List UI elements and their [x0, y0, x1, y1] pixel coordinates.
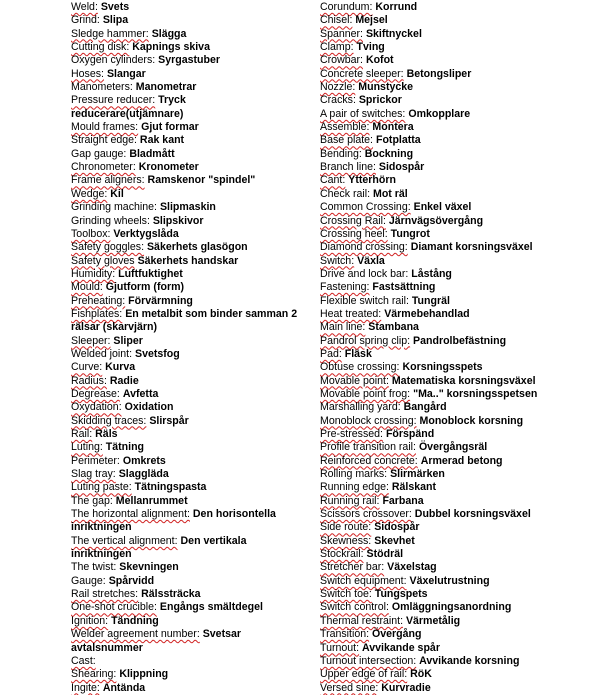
glossary-entry: [320, 415, 598, 428]
swedish-translation: Rälssträcka: [141, 588, 201, 601]
swedish-translation: RöK: [410, 668, 432, 681]
swedish-translation: Engångs smältdegel: [159, 601, 263, 614]
glossary-entry: [71, 628, 301, 655]
glossary-entry: [71, 268, 301, 281]
glossary-entry: [71, 228, 301, 241]
english-term: Manometers:: [71, 81, 133, 94]
swedish-translation: Slipskivor: [152, 214, 204, 227]
english-term: Switch:: [320, 254, 355, 267]
swedish-translation: Kurvradie: [381, 681, 431, 694]
glossary-entry: [320, 601, 598, 614]
english-term: Cast:: [71, 654, 96, 667]
swedish-translation: Den horisontella inriktningen: [71, 508, 276, 534]
english-term: The vertical alignment:: [71, 534, 178, 547]
swedish-translation: Bangård: [403, 401, 447, 414]
english-term: Drive and lock bar:: [320, 267, 409, 280]
swedish-translation: Sidospår: [378, 161, 425, 174]
glossary-entry: [320, 428, 598, 441]
glossary-entry: [71, 495, 301, 508]
glossary-entry: [320, 455, 598, 468]
glossary-entry: [320, 201, 598, 214]
english-term: Safety goggles:: [71, 241, 145, 254]
english-term: Profile transition rail:: [320, 441, 416, 454]
english-term: Gap gauge:: [71, 147, 127, 160]
english-term: A pair of switches:: [320, 107, 406, 120]
glossary-entry: [71, 161, 301, 174]
english-term: Versed sine:: [320, 681, 379, 694]
swedish-translation: Värmebehandlad: [384, 307, 470, 320]
english-term: Slag tray:: [71, 468, 116, 481]
glossary-entry: [71, 455, 301, 468]
english-term: Skidding traces:: [71, 414, 147, 427]
swedish-translation: Skevhet: [374, 534, 415, 547]
swedish-translation: Bockning: [364, 147, 414, 160]
english-term: Mould frames:: [71, 121, 139, 134]
swedish-translation: Den vertikala inriktningen: [71, 534, 247, 561]
english-term: Diamond crossing:: [320, 241, 408, 254]
swedish-translation: Avvikande spår: [362, 641, 440, 654]
glossary-entry: [320, 54, 598, 67]
english-term: Welded joint:: [71, 347, 133, 360]
english-term: Luting paste:: [71, 481, 132, 494]
swedish-translation: Omläggningsanordning: [391, 601, 512, 614]
swedish-translation: Svetsfog: [135, 347, 180, 360]
swedish-translation: Gjut formar: [141, 121, 199, 134]
glossary-entry: [71, 81, 301, 94]
glossary-entry: [71, 601, 301, 614]
glossary-entry: [71, 241, 301, 254]
english-term: Radius:: [71, 374, 107, 387]
glossary-entry: [320, 361, 598, 374]
glossary-entry: [320, 68, 598, 81]
swedish-translation: Omkrets: [122, 454, 166, 467]
swedish-translation: Svets: [100, 1, 130, 13]
english-term: Grinding wheels:: [71, 214, 150, 227]
english-term: Movable point frog:: [320, 387, 411, 400]
glossary-entry: [320, 241, 598, 254]
swedish-translation: Avvikande korsning: [419, 654, 520, 667]
swedish-translation: Verktygslåda: [113, 227, 179, 240]
glossary-entry: [320, 321, 598, 334]
english-term: Common Crossing:: [320, 201, 411, 214]
english-term: Switch toe:: [320, 588, 372, 601]
swedish-translation: Ramskenor "spindel": [147, 174, 256, 187]
glossary-entry: [71, 148, 301, 161]
english-term: Fishplates:: [71, 307, 123, 320]
english-term: Humidity:: [71, 267, 116, 280]
swedish-translation: Stödräl: [366, 548, 404, 561]
swedish-translation: Övergång: [372, 628, 422, 641]
english-term: Ignition:: [71, 614, 109, 627]
english-term: One-shot crucible:: [71, 601, 157, 614]
glossary-entry: [320, 588, 598, 601]
english-term: Movable point:: [320, 374, 389, 387]
glossary-entry: [71, 535, 301, 562]
swedish-translation: Korsningsspets: [402, 361, 483, 374]
glossary-entry: [71, 655, 301, 668]
swedish-translation: Tving: [356, 41, 385, 54]
swedish-translation: Luftfuktighet: [118, 267, 183, 280]
english-term: Stretcher bar:: [320, 561, 385, 574]
english-term: The gap:: [71, 494, 113, 507]
english-term: Pre-stressed:: [320, 428, 383, 440]
swedish-translation: Slipa: [102, 14, 129, 27]
english-term: Assemble:: [320, 121, 370, 134]
swedish-translation: Kapnings skiva: [132, 41, 210, 54]
swedish-translation: Tätningspasta: [134, 481, 207, 494]
swedish-translation: Svetsar avtalsnummer: [71, 628, 242, 654]
swedish-translation: Mot räl: [373, 187, 408, 200]
english-term: Pressure reducer:: [71, 94, 156, 107]
glossary-entry: [320, 548, 598, 561]
swedish-translation: Sprickor: [358, 94, 402, 107]
english-term: Luting:: [71, 441, 103, 454]
glossary-entry: [71, 375, 301, 388]
english-term: Cutting disk:: [71, 41, 130, 54]
english-term: Flexible switch rail:: [320, 294, 409, 307]
english-term: Monoblock crossing:: [320, 414, 417, 427]
glossary-entry: [71, 281, 301, 294]
swedish-translation: En metalbit som binder samman 2 rälsar (skarvjärn): [71, 307, 298, 334]
english-term: Concrete sleeper:: [320, 67, 404, 80]
swedish-translation: Tungspets: [374, 588, 428, 601]
glossary-entry: [71, 575, 301, 588]
glossary-entry: [320, 41, 598, 54]
glossary-entry: [71, 54, 301, 67]
swedish-translation: Fläsk: [344, 347, 372, 360]
glossary-entry: [320, 228, 598, 241]
swedish-translation: Korrund: [375, 1, 418, 13]
swedish-translation: Tungräl: [411, 294, 450, 307]
swedish-translation: Slirmärken: [390, 468, 445, 481]
english-term: Mould:: [71, 281, 103, 294]
english-term: Ingite:: [71, 681, 100, 694]
english-term: Oxygen cylinders:: [71, 54, 156, 67]
glossary-entry: [71, 215, 301, 228]
english-term: Sleeper:: [71, 334, 111, 347]
glossary-entry: [71, 121, 301, 134]
swedish-translation: Förspänd: [385, 428, 435, 440]
english-term: Pad:: [320, 347, 342, 360]
glossary-entry: [71, 68, 301, 81]
glossary-entry: [320, 535, 598, 548]
glossary-entry: [71, 441, 301, 454]
swedish-translation: Ytterhörn: [348, 174, 396, 187]
glossary-entry: [320, 655, 598, 668]
swedish-translation: Skiftnyckel: [365, 27, 422, 40]
glossary-left-column: [71, 1, 301, 695]
english-term: Oxydation:: [71, 401, 122, 414]
swedish-translation: Låstång: [411, 267, 452, 280]
glossary-entry: [320, 28, 598, 41]
glossary-entry: [71, 201, 301, 214]
swedish-translation: Oxidation: [124, 401, 174, 414]
swedish-translation: Radie: [109, 374, 139, 387]
english-term: Upper edge of rail:: [320, 668, 408, 681]
english-term: Weld:: [71, 1, 98, 13]
glossary-entry: [320, 81, 598, 94]
swedish-translation: Tryck reducerare(utjämnare): [71, 94, 186, 120]
swedish-translation: Växelstag: [387, 561, 437, 574]
english-term: Gauge:: [71, 574, 106, 587]
english-term: Straight edge:: [71, 134, 137, 147]
glossary-entry: [320, 481, 598, 494]
glossary-right-column: [320, 1, 598, 695]
glossary-entry: [71, 615, 301, 628]
glossary-entry: [71, 361, 301, 374]
glossary-entry: [320, 134, 598, 147]
english-term: Turnout intersection:: [320, 654, 417, 667]
english-term: Degrease:: [71, 387, 120, 400]
swedish-translation: Spårvidd: [108, 574, 155, 587]
swedish-translation: Kofot: [365, 54, 394, 67]
glossary-entry: [320, 375, 598, 388]
swedish-translation: Förvärmning: [128, 294, 193, 307]
swedish-translation: Kil: [110, 187, 124, 200]
glossary-entry: [320, 561, 598, 574]
glossary-entry: [320, 388, 598, 401]
english-term: Sledge hammer:: [71, 27, 149, 40]
english-term: Toolbox:: [71, 227, 111, 240]
glossary-entry: [71, 468, 301, 481]
glossary-entry: [320, 1, 598, 14]
swedish-translation: Sidospår: [374, 521, 420, 534]
swedish-translation: Stambana: [368, 321, 419, 334]
english-term: Switch equipment:: [320, 574, 407, 587]
swedish-translation: Kronometer: [138, 161, 199, 174]
swedish-translation: Säkerhets glasögon: [146, 241, 248, 254]
glossary-entry: [71, 188, 301, 201]
english-term: Crossing heel:: [320, 227, 388, 240]
english-term: Stockrail:: [320, 548, 364, 561]
swedish-translation: Rälskant: [391, 481, 437, 494]
english-term: Crossing Rail:: [320, 214, 386, 227]
glossary-entry: [71, 348, 301, 361]
english-term: Rail stretches:: [71, 588, 139, 601]
swedish-translation: Dubbel korsningsväxel: [414, 508, 531, 521]
swedish-translation: Enkel växel: [413, 201, 472, 214]
swedish-translation: Armerad betong: [420, 454, 503, 467]
glossary-entry: [320, 308, 598, 321]
english-term: Cant:: [320, 174, 346, 187]
swedish-translation: Mellanrummet: [115, 494, 188, 507]
glossary-entry: [320, 121, 598, 134]
swedish-translation: Antända: [102, 681, 146, 694]
english-term: Running rail:: [320, 494, 380, 507]
english-term: Crowbar:: [320, 54, 363, 67]
english-term: Side route:: [320, 521, 372, 534]
glossary-entry: [320, 642, 598, 655]
english-term: Frame aligners:: [71, 174, 145, 187]
glossary-entry: [320, 615, 598, 628]
english-term: Chisel:: [320, 14, 353, 27]
swedish-translation: Fastsättning: [372, 281, 436, 294]
english-term: Heat treated:: [320, 307, 382, 320]
english-term: Chronometer:: [71, 161, 136, 174]
glossary-entry: [71, 401, 301, 414]
swedish-translation: Tungrot: [390, 227, 430, 240]
english-term: Hoses:: [71, 67, 104, 80]
glossary-entry: [320, 441, 598, 454]
english-term: Curve:: [71, 361, 103, 374]
glossary-entry: [320, 335, 598, 348]
glossary-entry: [71, 308, 301, 335]
swedish-translation: Farbana: [382, 494, 424, 507]
glossary-entry: [320, 161, 598, 174]
english-term: Grind:: [71, 14, 100, 27]
glossary-entry: [71, 668, 301, 681]
swedish-translation: Växelutrustning: [409, 574, 490, 587]
english-term: Marshalling yard:: [320, 401, 401, 414]
swedish-translation: Avfetta: [122, 387, 159, 400]
swedish-translation: Sliper: [113, 334, 143, 347]
swedish-translation: Fotplatta: [375, 134, 421, 147]
glossary-entry: [71, 428, 301, 441]
swedish-translation: Kurva: [105, 361, 136, 374]
english-term: Skewness:: [320, 534, 372, 547]
glossary-entry: [71, 295, 301, 308]
glossary-entry: [320, 521, 598, 534]
glossary-entry: [71, 388, 301, 401]
swedish-translation: Värmetålig: [405, 614, 461, 627]
english-term: Branch line:: [320, 161, 376, 174]
english-term: Cracks:: [320, 94, 356, 107]
glossary-entry: [320, 295, 598, 308]
english-term: Check rail:: [320, 187, 371, 200]
glossary-entry: [71, 561, 301, 574]
glossary-entry: [320, 575, 598, 588]
swedish-translation: Munstycke: [358, 81, 414, 94]
english-term: Shearing:: [71, 668, 117, 681]
english-term: Main line:: [320, 321, 366, 334]
glossary-entry: [71, 255, 301, 268]
english-term: Scissors crossover:: [320, 508, 412, 521]
swedish-translation: Bladmått: [129, 147, 175, 160]
swedish-translation: Pandrolbefästning: [413, 334, 507, 347]
english-term: Spanner:: [320, 27, 363, 40]
english-term: The twist:: [71, 561, 117, 574]
english-term: Safety gloves: [71, 254, 135, 267]
swedish-translation: Manometrar: [135, 81, 197, 94]
english-term: The horizontal alignment:: [71, 508, 190, 521]
english-term: Reinforced concrete:: [320, 454, 418, 467]
english-term: Transition:: [320, 628, 370, 641]
english-term: Grinding machine:: [71, 201, 157, 214]
swedish-translation: Mejsel: [355, 14, 388, 27]
swedish-translation: Tätning: [105, 441, 145, 454]
glossary-entry: [71, 14, 301, 27]
swedish-translation: Slaggläda: [118, 468, 169, 481]
swedish-translation: Räls: [95, 428, 118, 440]
glossary-entry: [71, 588, 301, 601]
glossary-entry: [71, 28, 301, 41]
english-term: Base plate:: [320, 134, 374, 147]
english-term: Fastening:: [320, 281, 370, 294]
swedish-translation: Övergångsräl: [418, 441, 488, 454]
english-term: Obtuse crossing:: [320, 361, 400, 374]
english-term: Running edge:: [320, 481, 389, 494]
english-term: Switch control:: [320, 601, 389, 614]
glossary-entry: [320, 94, 598, 107]
swedish-translation: Syrgastuber: [158, 54, 220, 67]
glossary-entry: [320, 495, 598, 508]
swedish-translation: Monoblock korsning: [419, 414, 524, 427]
glossary-entry: [320, 255, 598, 268]
english-term: Wedge:: [71, 187, 108, 200]
swedish-translation: Diamant korsningsväxel: [410, 241, 533, 254]
glossary-entry: [71, 41, 301, 54]
glossary-entry: [320, 401, 598, 414]
swedish-translation: Betongsliper: [406, 67, 472, 80]
glossary-entry: [320, 508, 598, 521]
glossary-entry: [320, 268, 598, 281]
english-term: Perimeter:: [71, 454, 120, 467]
swedish-translation: Växla: [357, 254, 385, 267]
glossary-entry: [71, 174, 301, 187]
english-term: Corundum:: [320, 1, 373, 13]
glossary-entry: [71, 94, 301, 121]
english-term: Preheating:: [71, 294, 126, 307]
glossary-entry: [320, 215, 598, 228]
glossary-entry: [71, 134, 301, 147]
english-term: Clamp:: [320, 41, 354, 54]
english-term: Nozzle:: [320, 81, 356, 94]
swedish-translation: Slägga: [151, 27, 187, 40]
glossary-entry: [71, 1, 301, 14]
english-term: Rolling marks:: [320, 468, 388, 481]
english-term: Bending:: [320, 147, 362, 160]
swedish-translation: Slirspår: [149, 414, 189, 427]
swedish-translation: Skevningen: [119, 561, 179, 574]
swedish-translation: Järnvägsövergång: [388, 214, 484, 227]
swedish-translation: Montera: [372, 121, 414, 134]
swedish-translation: Slangar: [106, 67, 146, 80]
glossary-entry: [320, 148, 598, 161]
swedish-translation: Omkopplare: [408, 107, 471, 120]
glossary-entry: [320, 188, 598, 201]
english-term: Welder agreement number:: [71, 628, 200, 641]
swedish-translation: Tändning: [111, 614, 159, 627]
swedish-translation: "Ma.." korsningsspetsen: [413, 387, 538, 400]
glossary-entry: [320, 14, 598, 27]
swedish-translation: Rak kant: [139, 134, 185, 147]
glossary-entry: [71, 335, 301, 348]
glossary-entry: [320, 628, 598, 641]
swedish-translation: Slipmaskin: [159, 201, 216, 214]
swedish-translation: Klippning: [119, 668, 169, 681]
english-term: Turnout:: [320, 641, 360, 654]
glossary-entry: [71, 481, 301, 494]
glossary-entry: [320, 174, 598, 187]
glossary-entry: [320, 108, 598, 121]
english-term: Rail:: [71, 428, 93, 440]
swedish-translation: Säkerhets handskar: [137, 254, 239, 267]
glossary-entry: [320, 468, 598, 481]
glossary-entry: [71, 415, 301, 428]
glossary-entry: [320, 281, 598, 294]
english-term: Thermal restraint:: [320, 614, 404, 627]
glossary-entry: [320, 668, 598, 681]
glossary-entry: [320, 348, 598, 361]
english-term: Pandrol spring clip:: [320, 334, 411, 347]
swedish-translation: Matematiska korsningsväxel: [391, 374, 536, 387]
swedish-translation: Gjutform (form): [105, 281, 185, 294]
glossary-entry: [71, 508, 301, 535]
